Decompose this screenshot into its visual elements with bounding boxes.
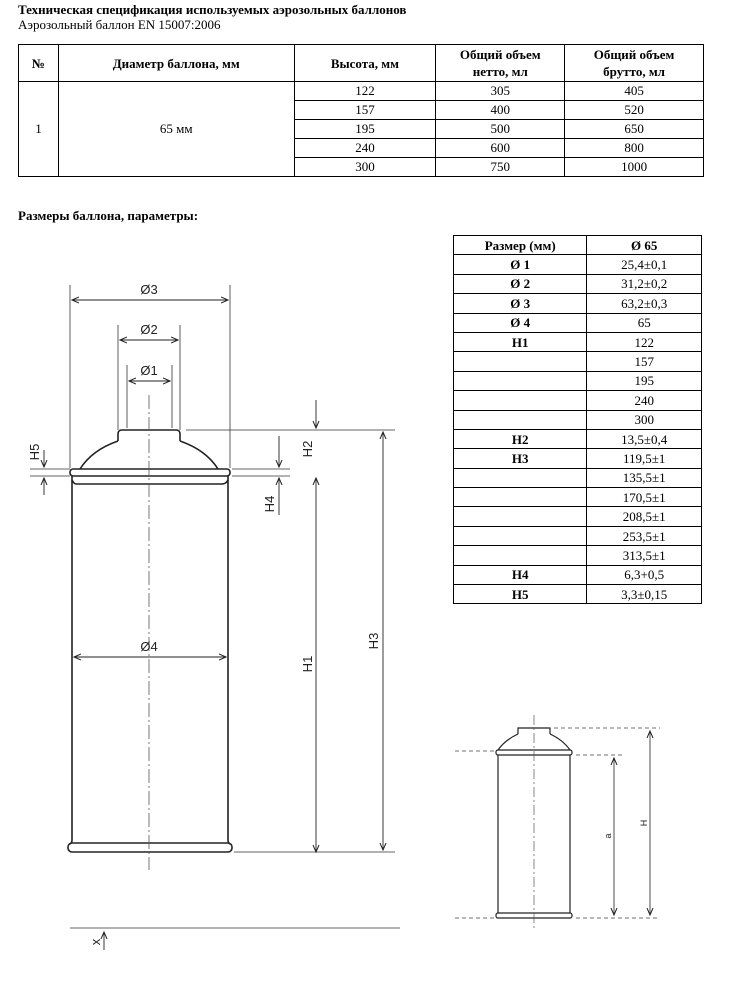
header-diameter-65: Ø 65 (587, 236, 702, 255)
extension-lines (30, 285, 400, 928)
dim-label (454, 371, 587, 390)
dim-value: 65 (587, 313, 702, 332)
table-row (454, 449, 702, 468)
dim-value: 25,4±0,1 (587, 255, 702, 274)
table-row (454, 313, 702, 332)
header-height: Высота, мм (294, 45, 436, 82)
dim-value: 122 (587, 332, 702, 351)
table-row (454, 546, 702, 565)
document-title: Техническая спецификация используемых аэрозольных баллонов (18, 2, 407, 17)
spec-table-header (19, 45, 704, 82)
table-row (454, 371, 702, 390)
table-row (454, 488, 702, 507)
small-h-label: H (639, 819, 649, 827)
dim-label: H5 (454, 585, 587, 604)
table-row (454, 585, 702, 604)
small-can-drawing (455, 715, 660, 930)
header-net-volume: Общий объем нетто, мл (436, 45, 565, 82)
dim-label: Ø 3 (454, 294, 587, 313)
d2-label: Ø2 (140, 322, 158, 337)
dim-value: 13,5±0,4 (587, 429, 702, 448)
dim-label: Ø 4 (454, 313, 587, 332)
table-row (454, 352, 702, 371)
can-outline (68, 430, 232, 852)
dim-label: H2 (454, 429, 587, 448)
dim-value: 135,5±1 (587, 468, 702, 487)
table-row (19, 82, 704, 101)
row-number: 1 (19, 82, 59, 177)
dimension-lines (44, 300, 383, 950)
dim-value: 170,5±1 (587, 488, 702, 507)
table-row (454, 410, 702, 429)
cell-net: 305 (436, 82, 565, 101)
dim-label (454, 410, 587, 429)
cell-height: 122 (294, 82, 436, 101)
table-row (454, 565, 702, 584)
d1-label: Ø1 (140, 363, 158, 378)
spec-table (18, 44, 704, 177)
dim-label: Ø 1 (454, 255, 587, 274)
table-row (454, 332, 702, 351)
dimensions-header (454, 236, 702, 255)
d3-label: Ø3 (140, 282, 158, 297)
cell-height: 195 (294, 120, 436, 139)
dim-label (454, 488, 587, 507)
dim-value: 3,3±0,15 (587, 585, 702, 604)
header-no: № (19, 45, 59, 82)
cell-gross: 1000 (565, 158, 704, 177)
dim-value: 157 (587, 352, 702, 371)
cell-gross: 405 (565, 82, 704, 101)
table-row (454, 294, 702, 313)
section-title: Размеры баллона, параметры: (18, 208, 199, 223)
header-size: Размер (мм) (454, 236, 587, 255)
dim-label (454, 468, 587, 487)
cell-net: 500 (436, 120, 565, 139)
dim-value: 63,2±0,3 (587, 294, 702, 313)
dim-value: 313,5±1 (587, 546, 702, 565)
table-row (454, 468, 702, 487)
dim-value: 31,2±0,2 (587, 274, 702, 293)
dim-label: H1 (454, 332, 587, 351)
dim-value: 195 (587, 371, 702, 390)
dim-value: 300 (587, 410, 702, 429)
table-row (454, 255, 702, 274)
table-row (454, 274, 702, 293)
dim-label (454, 391, 587, 410)
table-row (454, 526, 702, 545)
cell-net: 750 (436, 158, 565, 177)
header-gross-volume: Общий объем брутто, мл (565, 45, 704, 82)
cell-gross: 650 (565, 120, 704, 139)
dim-label (454, 526, 587, 545)
dim-label (454, 352, 587, 371)
dim-value: 6,3+0,5 (587, 565, 702, 584)
cell-gross: 520 (565, 101, 704, 120)
cell-gross: 800 (565, 139, 704, 158)
x-label: x (88, 938, 103, 946)
dim-label (454, 507, 587, 526)
dim-label: H3 (454, 449, 587, 468)
dim-value: 208,5±1 (587, 507, 702, 526)
h2-label: H2 (300, 440, 315, 458)
dim-value: 119,5±1 (587, 449, 702, 468)
cell-height: 240 (294, 139, 436, 158)
row-diameter: 65 мм (58, 82, 294, 177)
document-subtitle: Аэрозольный баллон EN 15007:2006 (18, 17, 221, 32)
cell-net: 600 (436, 139, 565, 158)
dimensions-table (453, 235, 702, 604)
dim-value: 253,5±1 (587, 526, 702, 545)
cell-height: 300 (294, 158, 436, 177)
dim-label: Ø 2 (454, 274, 587, 293)
h4-label: H4 (262, 495, 277, 513)
table-row (454, 391, 702, 410)
dim-label (454, 546, 587, 565)
dim-label: H4 (454, 565, 587, 584)
cell-height: 157 (294, 101, 436, 120)
dim-value: 240 (587, 391, 702, 410)
d4-label: Ø4 (140, 639, 158, 654)
h5-label: H5 (27, 443, 42, 461)
header-diameter: Диаметр баллона, мм (58, 45, 294, 82)
cell-net: 400 (436, 101, 565, 120)
small-a-label: a (603, 833, 613, 839)
h1-label: H1 (300, 655, 315, 673)
table-row (454, 507, 702, 526)
table-row (454, 429, 702, 448)
h3-label: H3 (366, 632, 381, 650)
